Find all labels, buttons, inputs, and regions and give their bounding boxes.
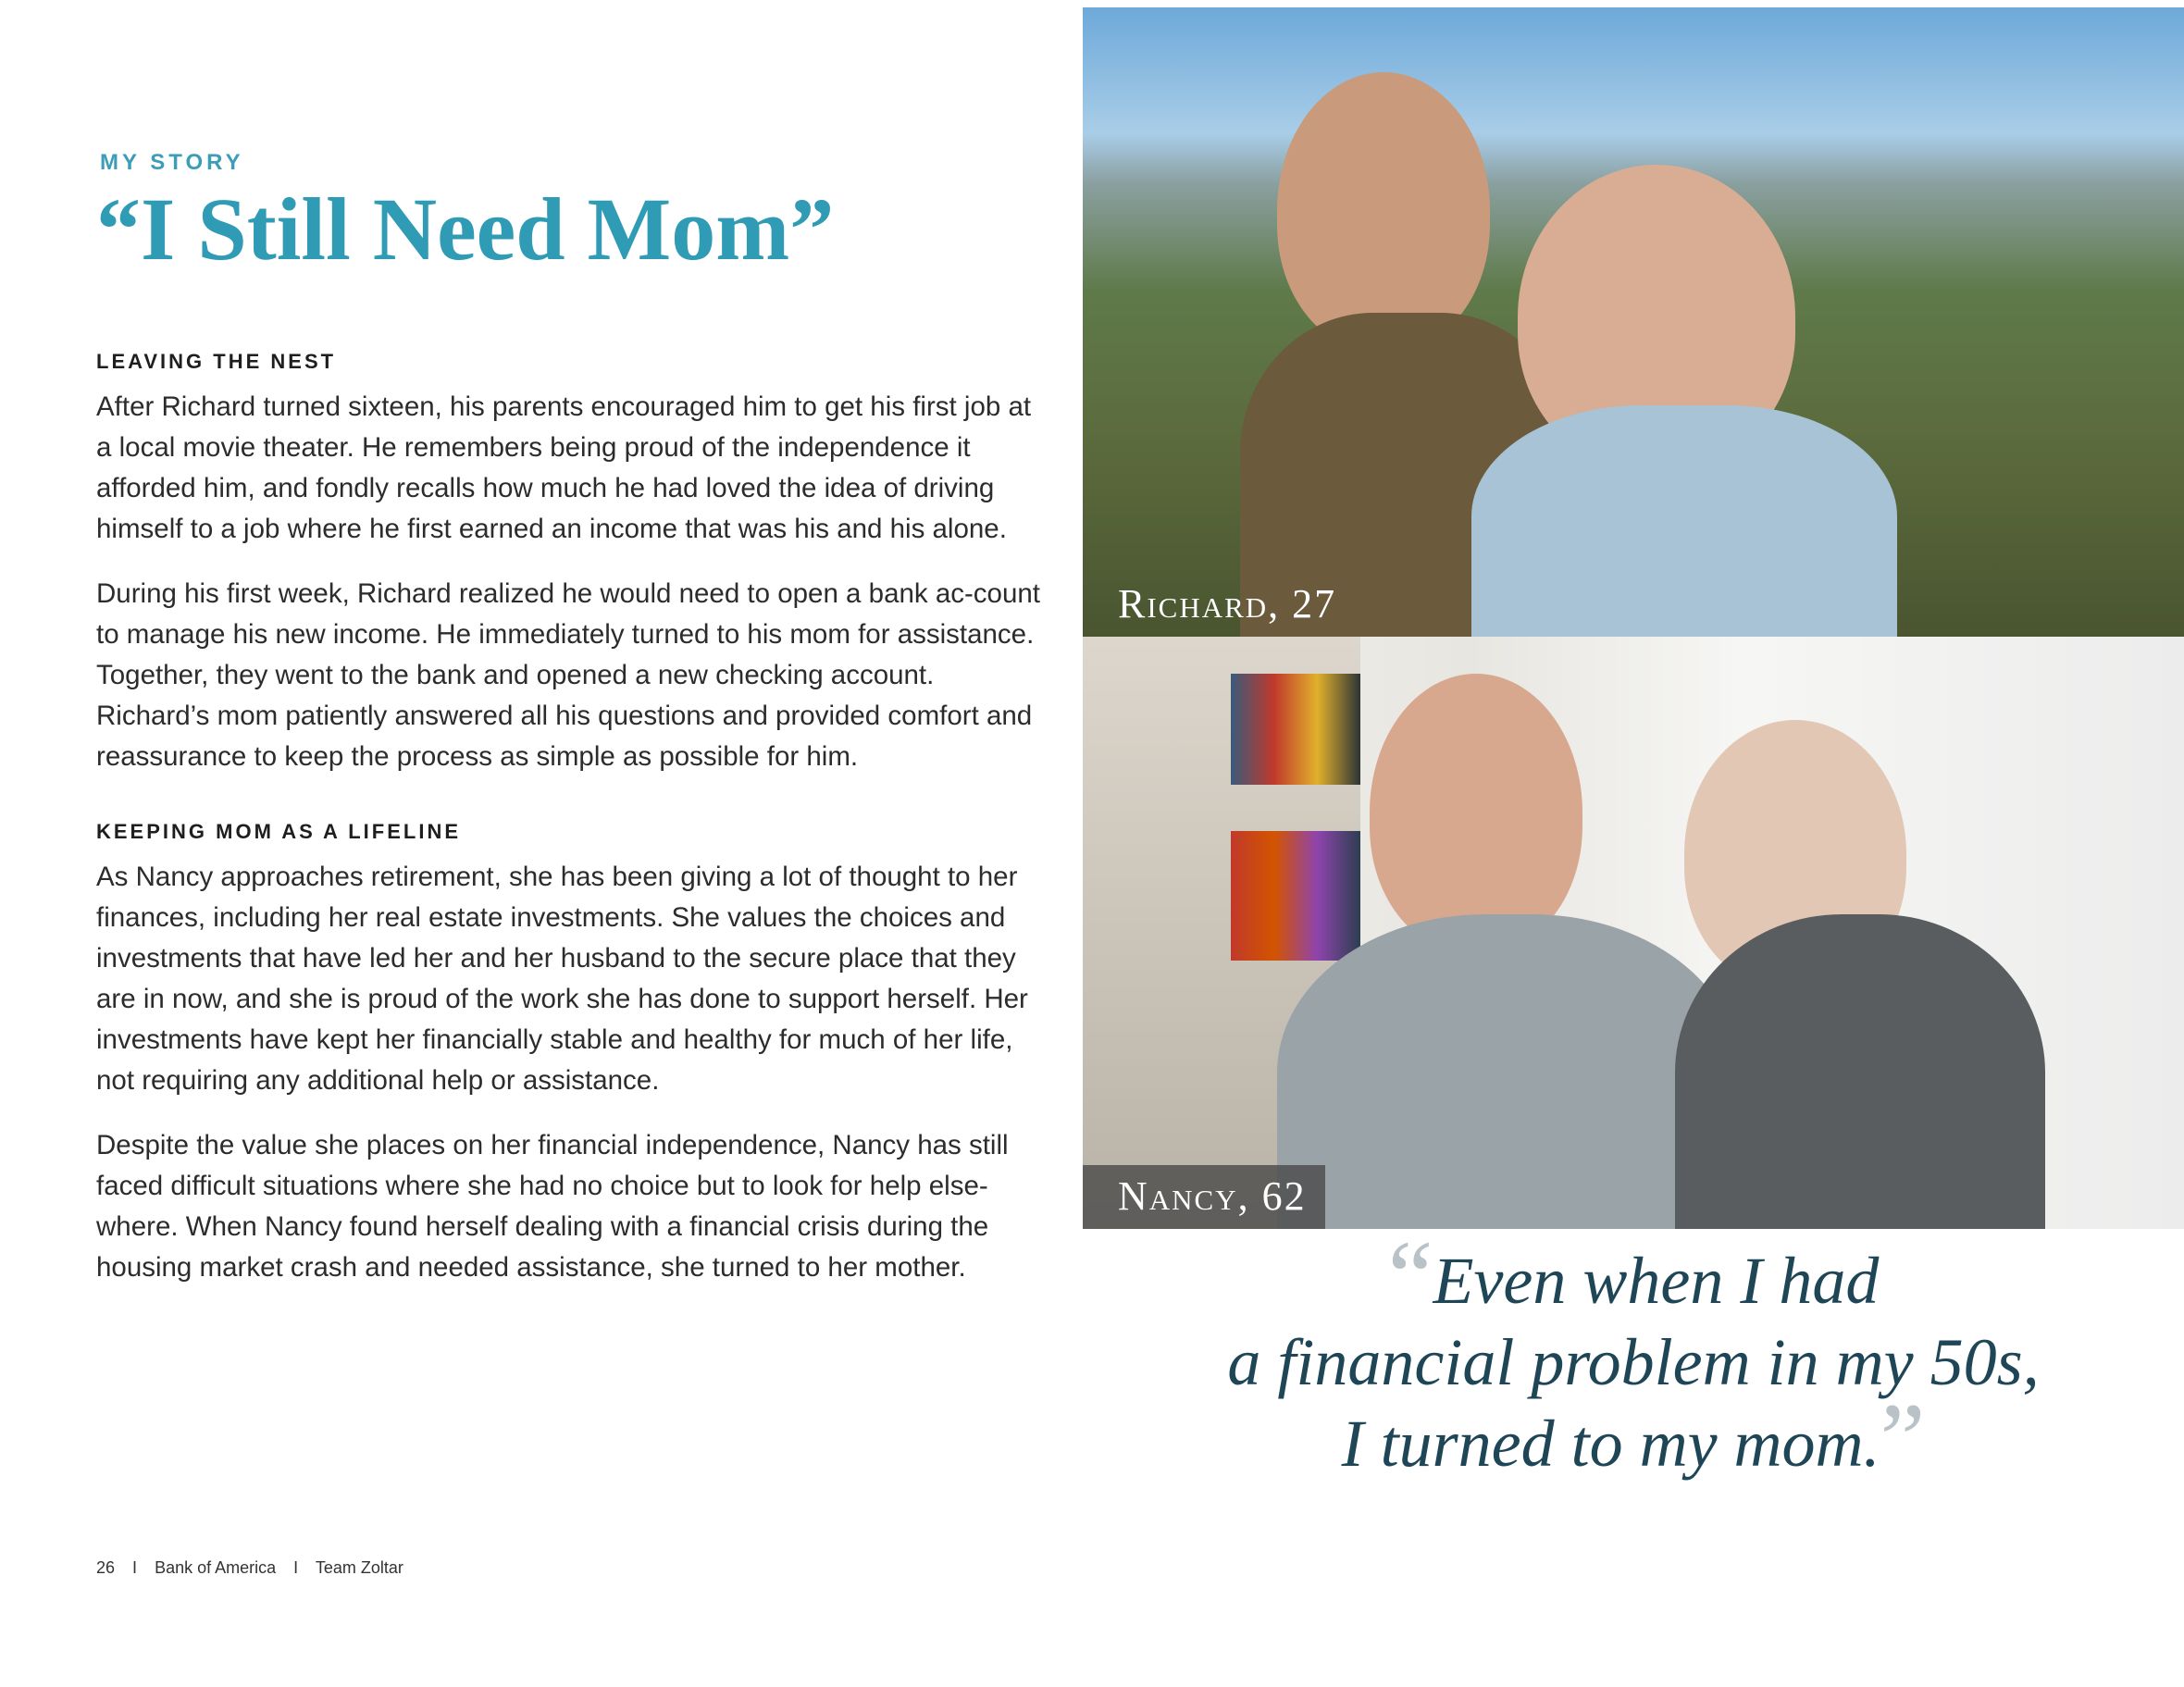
photo-caption: Nancy, 62 xyxy=(1083,1165,1325,1229)
person-figure xyxy=(1471,405,1897,637)
quote-line xyxy=(1083,1220,2184,1333)
paragraph: During his first week, Richard realized he would need to open a bank ac-count to manage his new income. He immediately turned to his mom for assistance. Together, they went to the bank and opened a new checking account. Richard’s mom patiently answered all his questions and provided comfort and reassurance to keep the process as simple as possible for him. xyxy=(96,578,1040,772)
paragraph: Despite the value she places on her financial independence, Nancy has still faced difficult situations where she had no choice but to look for help else-where. When Nancy found herself dealing with a financial crisis during the housing market crash and needed assistance, she turned to her mother. xyxy=(96,1130,1009,1283)
person-figure xyxy=(1277,914,1740,1229)
quote-text: I turned to my mom. xyxy=(1341,1407,1880,1481)
quote-line xyxy=(1083,1383,2184,1495)
page-footer xyxy=(96,1558,416,1578)
page-number: 26 xyxy=(96,1558,116,1577)
open-quote-mark: “ xyxy=(1387,1220,1433,1333)
footer-separator: I xyxy=(293,1558,299,1577)
section-kicker: MY STORY xyxy=(100,150,244,175)
footer-brand: Bank of America xyxy=(155,1558,277,1577)
quote-text: Even when I had xyxy=(1433,1244,1880,1318)
footer-team: Team Zoltar xyxy=(315,1558,403,1577)
pull-quote xyxy=(1083,1220,2184,1495)
quote-line: a financial problem in my 50s, xyxy=(1227,1325,2040,1399)
books xyxy=(1231,831,1360,961)
photo-caption: Richard, 27 xyxy=(1118,581,1337,626)
person-figure xyxy=(1675,914,2045,1229)
books xyxy=(1231,674,1360,785)
page-title: “I Still Need Mom” xyxy=(96,180,835,279)
paragraph: As Nancy approaches retirement, she has been giving a lot of thought to her finances, including her real estate investments. She values the choices and investments that have led her and her husband to the secure place that they are in now, and she is proud of the work she has done to support herself. Her investments have kept her financially stable and healthy for much of her life, not requiring any additional help or assistance. xyxy=(96,862,1028,1096)
paragraph: After Richard turned sixteen, his parents encouraged him to get his first job at a local movie theater. He remembers being proud of the independence it afforded him, and fondly recalls how much he had loved the idea of driving himself to a job where he first earned an income that was his and his alone. xyxy=(96,391,1032,544)
section-heading-keeping-mom: KEEPING MOM AS A LIFELINE xyxy=(96,820,462,843)
person-figure xyxy=(1277,72,1490,350)
section-heading-leaving-the-nest: LEAVING THE NEST xyxy=(96,350,337,373)
photo-richard xyxy=(1083,7,2184,637)
close-quote-mark: ” xyxy=(1880,1383,1926,1495)
person-figure xyxy=(1370,674,1582,951)
footer-separator: I xyxy=(132,1558,138,1577)
photo-nancy xyxy=(1083,637,2184,1229)
